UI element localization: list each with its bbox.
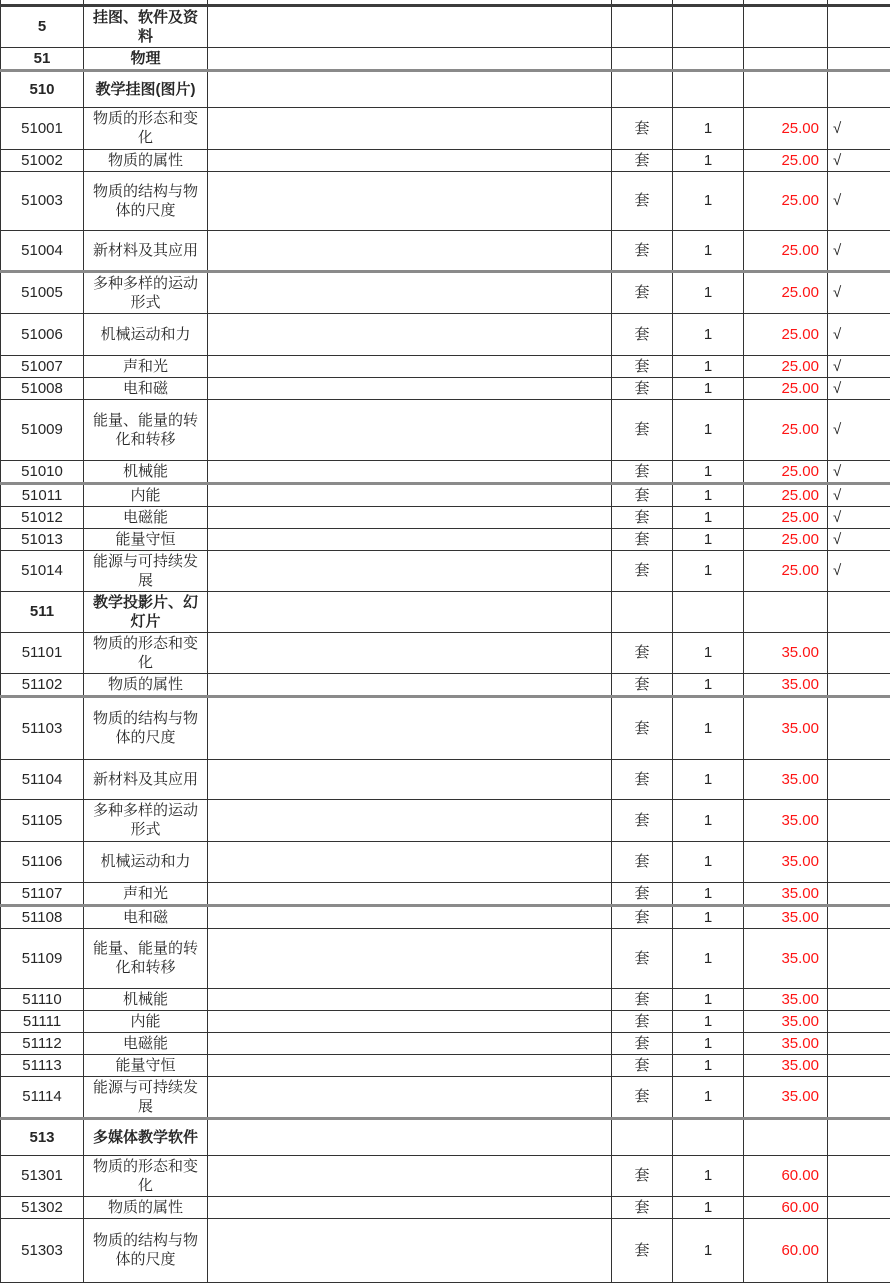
item-code-cell: 513 [1,1118,84,1155]
item-quantity-cell: 1 [673,905,744,928]
item-price-cell: 35.00 [744,928,828,988]
item-name-cell: 多媒体教学软件 [84,1118,208,1155]
item-quantity-cell: 1 [673,528,744,550]
item-name-cell: 新材料及其应用 [84,230,208,271]
item-name-cell: 能源与可持续发展 [84,550,208,591]
item-spec-cell [208,149,612,171]
item-spec-cell [208,1155,612,1196]
item-name-cell: 物质的属性 [84,149,208,171]
item-name-cell: 机械能 [84,460,208,483]
item-quantity-cell: 1 [673,1155,744,1196]
item-unit-cell: 套 [612,1218,673,1282]
item-name-cell: 机械运动和力 [84,313,208,355]
item-code-cell: 51 [1,47,84,70]
item-spec-cell [208,1118,612,1155]
item-price-cell: 60.00 [744,1155,828,1196]
item-spec-cell [208,882,612,905]
item-code-cell: 51012 [1,506,84,528]
item-checkmark-cell [828,632,890,673]
item-checkmark-cell [828,591,890,632]
item-price-cell: 35.00 [744,841,828,882]
item-quantity-cell: 1 [673,696,744,759]
item-code-cell: 51103 [1,696,84,759]
item-spec-cell [208,399,612,460]
item-quantity-cell: 1 [673,355,744,377]
item-row [1,506,890,528]
item-spec-cell [208,47,612,70]
item-code-cell: 51004 [1,230,84,271]
item-unit-cell: 套 [612,905,673,928]
item-checkmark-cell: √ [828,460,890,483]
item-spec-cell [208,1010,612,1032]
item-row [1,1032,890,1054]
item-unit-cell: 套 [612,841,673,882]
item-price-cell: 35.00 [744,882,828,905]
item-price-cell: 35.00 [744,1032,828,1054]
item-spec-cell [208,988,612,1010]
item-code-cell: 51007 [1,355,84,377]
item-code-cell: 51013 [1,528,84,550]
item-row [1,313,890,355]
item-code-cell: 51002 [1,149,84,171]
item-unit-cell: 套 [612,799,673,841]
item-spec-cell [208,506,612,528]
item-name-cell: 物质的属性 [84,673,208,696]
item-price-cell: 25.00 [744,149,828,171]
item-checkmark-cell [828,696,890,759]
item-name-cell: 挂图、软件及资料 [84,5,208,47]
item-spec-cell [208,313,612,355]
item-quantity-cell: 1 [673,271,744,313]
item-quantity-cell: 1 [673,759,744,799]
item-spec-cell [208,1054,612,1076]
item-code-cell: 51102 [1,673,84,696]
item-checkmark-cell [828,841,890,882]
item-unit-cell: 套 [612,1032,673,1054]
item-unit-cell: 套 [612,506,673,528]
item-quantity-cell: 1 [673,550,744,591]
item-quantity-cell: 1 [673,399,744,460]
item-spec-cell [208,673,612,696]
item-unit-cell: 套 [612,673,673,696]
item-checkmark-cell: √ [828,230,890,271]
item-checkmark-cell [828,673,890,696]
item-checkmark-cell: √ [828,171,890,230]
item-unit-cell: 套 [612,460,673,483]
item-unit-cell: 套 [612,377,673,399]
item-checkmark-cell [828,47,890,70]
item-checkmark-cell: √ [828,107,890,149]
item-row [1,230,890,271]
item-quantity-cell: 1 [673,483,744,506]
item-code-cell: 51113 [1,1054,84,1076]
item-name-cell: 物质的形态和变化 [84,632,208,673]
item-spec-cell [208,171,612,230]
item-price-cell: 25.00 [744,355,828,377]
item-row [1,1155,890,1196]
section-header-row [1,70,890,107]
item-name-cell: 新材料及其应用 [84,759,208,799]
item-row [1,673,890,696]
item-row [1,1010,890,1032]
item-code-cell: 51011 [1,483,84,506]
item-row [1,632,890,673]
item-row [1,905,890,928]
item-row [1,355,890,377]
item-name-cell: 声和光 [84,355,208,377]
item-quantity-cell: 1 [673,377,744,399]
item-checkmark-cell [828,759,890,799]
item-quantity-cell: 1 [673,1196,744,1218]
item-code-cell: 51009 [1,399,84,460]
item-row [1,882,890,905]
item-unit-cell: 套 [612,230,673,271]
item-checkmark-cell [828,882,890,905]
item-unit-cell: 套 [612,696,673,759]
item-unit-cell: 套 [612,1076,673,1118]
item-quantity-cell [673,591,744,632]
item-quantity-cell: 1 [673,632,744,673]
item-price-cell: 35.00 [744,759,828,799]
item-name-cell: 物质的结构与物体的尺度 [84,171,208,230]
item-unit-cell: 套 [612,171,673,230]
item-price-cell [744,47,828,70]
item-name-cell: 能量守恒 [84,1054,208,1076]
item-quantity-cell: 1 [673,313,744,355]
item-spec-cell [208,1218,612,1282]
item-name-cell: 物质的结构与物体的尺度 [84,1218,208,1282]
item-quantity-cell: 1 [673,171,744,230]
item-name-cell: 电磁能 [84,506,208,528]
item-code-cell: 51010 [1,460,84,483]
item-quantity-cell: 1 [673,107,744,149]
item-code-cell: 51108 [1,905,84,928]
item-checkmark-cell: √ [828,313,890,355]
item-checkmark-cell [828,1010,890,1032]
item-unit-cell: 套 [612,271,673,313]
item-spec-cell [208,1032,612,1054]
item-checkmark-cell: √ [828,528,890,550]
item-price-cell: 25.00 [744,506,828,528]
item-unit-cell: 套 [612,149,673,171]
item-row [1,1054,890,1076]
item-price-cell: 35.00 [744,799,828,841]
item-checkmark-cell [828,1118,890,1155]
item-checkmark-cell [828,988,890,1010]
item-spec-cell [208,799,612,841]
item-quantity-cell: 1 [673,230,744,271]
item-name-cell: 内能 [84,1010,208,1032]
item-price-cell: 35.00 [744,988,828,1010]
item-checkmark-cell [828,5,890,47]
item-name-cell: 能量、能量的转化和转移 [84,928,208,988]
item-code-cell: 51114 [1,1076,84,1118]
item-code-cell: 51003 [1,171,84,230]
item-quantity-cell: 1 [673,841,744,882]
item-quantity-cell: 1 [673,928,744,988]
item-code-cell: 51303 [1,1218,84,1282]
item-name-cell: 能量、能量的转化和转移 [84,399,208,460]
item-row [1,988,890,1010]
item-unit-cell: 套 [612,355,673,377]
item-code-cell: 51109 [1,928,84,988]
item-price-cell: 35.00 [744,696,828,759]
item-spec-cell [208,759,612,799]
item-price-cell: 60.00 [744,1218,828,1282]
item-unit-cell: 套 [612,1196,673,1218]
item-name-cell: 物质的属性 [84,1196,208,1218]
item-quantity-cell: 1 [673,799,744,841]
item-row [1,171,890,230]
item-quantity-cell [673,5,744,47]
item-row [1,149,890,171]
item-code-cell: 51005 [1,271,84,313]
item-price-cell: 35.00 [744,1076,828,1118]
item-price-cell: 25.00 [744,271,828,313]
item-spec-cell [208,5,612,47]
item-quantity-cell: 1 [673,1076,744,1118]
item-spec-cell [208,696,612,759]
item-price-cell [744,591,828,632]
item-quantity-cell: 1 [673,1218,744,1282]
item-code-cell: 51105 [1,799,84,841]
item-row [1,377,890,399]
item-name-cell: 教学挂图(图片) [84,70,208,107]
item-quantity-cell: 1 [673,1010,744,1032]
section-header-row [1,1118,890,1155]
item-row [1,1218,890,1282]
item-row [1,271,890,313]
item-price-cell: 25.00 [744,528,828,550]
section-header-row [1,5,890,47]
item-checkmark-cell [828,1054,890,1076]
item-unit-cell: 套 [612,1010,673,1032]
item-unit-cell: 套 [612,313,673,355]
item-price-cell: 35.00 [744,632,828,673]
item-spec-cell [208,528,612,550]
item-name-cell: 物质的形态和变化 [84,107,208,149]
item-price-cell: 35.00 [744,1010,828,1032]
item-price-cell: 35.00 [744,905,828,928]
item-checkmark-cell: √ [828,506,890,528]
item-unit-cell: 套 [612,399,673,460]
item-quantity-cell [673,47,744,70]
item-name-cell: 能量守恒 [84,528,208,550]
catalog-table-body [1,0,890,1282]
item-unit-cell [612,70,673,107]
item-spec-cell [208,905,612,928]
item-unit-cell: 套 [612,882,673,905]
item-price-cell: 25.00 [744,483,828,506]
item-quantity-cell: 1 [673,882,744,905]
item-price-cell [744,1118,828,1155]
item-unit-cell: 套 [612,528,673,550]
item-spec-cell [208,355,612,377]
item-name-cell: 教学投影片、幻灯片 [84,591,208,632]
item-price-cell: 35.00 [744,673,828,696]
item-price-cell: 25.00 [744,171,828,230]
item-spec-cell [208,1196,612,1218]
item-spec-cell [208,230,612,271]
item-checkmark-cell [828,1032,890,1054]
item-checkmark-cell [828,1218,890,1282]
item-name-cell: 物理 [84,47,208,70]
item-unit-cell: 套 [612,928,673,988]
item-code-cell: 51014 [1,550,84,591]
item-checkmark-cell [828,928,890,988]
item-quantity-cell: 1 [673,673,744,696]
item-spec-cell [208,271,612,313]
item-quantity-cell: 1 [673,1032,744,1054]
item-row [1,460,890,483]
item-code-cell: 51006 [1,313,84,355]
item-unit-cell: 套 [612,550,673,591]
item-unit-cell: 套 [612,988,673,1010]
item-checkmark-cell [828,1155,890,1196]
item-price-cell: 60.00 [744,1196,828,1218]
item-checkmark-cell: √ [828,483,890,506]
item-price-cell [744,70,828,107]
item-checkmark-cell: √ [828,550,890,591]
item-spec-cell [208,377,612,399]
item-unit-cell [612,5,673,47]
item-spec-cell [208,1076,612,1118]
item-unit-cell: 套 [612,483,673,506]
item-quantity-cell [673,1118,744,1155]
item-code-cell: 511 [1,591,84,632]
item-name-cell: 机械能 [84,988,208,1010]
item-quantity-cell: 1 [673,506,744,528]
item-row [1,528,890,550]
item-unit-cell: 套 [612,632,673,673]
item-spec-cell [208,550,612,591]
item-unit-cell [612,591,673,632]
item-price-cell: 25.00 [744,460,828,483]
item-quantity-cell: 1 [673,988,744,1010]
item-name-cell: 内能 [84,483,208,506]
item-price-cell: 35.00 [744,1054,828,1076]
item-spec-cell [208,632,612,673]
item-checkmark-cell [828,1076,890,1118]
item-row [1,483,890,506]
section-header-row [1,47,890,70]
item-name-cell: 电磁能 [84,1032,208,1054]
item-checkmark-cell [828,70,890,107]
item-code-cell: 51001 [1,107,84,149]
item-unit-cell [612,47,673,70]
item-code-cell: 51302 [1,1196,84,1218]
item-spec-cell [208,928,612,988]
item-code-cell: 51107 [1,882,84,905]
item-name-cell: 多种多样的运动形式 [84,799,208,841]
item-quantity-cell [673,70,744,107]
item-code-cell: 51110 [1,988,84,1010]
item-row [1,696,890,759]
item-checkmark-cell [828,1196,890,1218]
item-price-cell: 25.00 [744,313,828,355]
item-unit-cell: 套 [612,107,673,149]
item-code-cell: 51104 [1,759,84,799]
item-price-cell: 25.00 [744,230,828,271]
item-spec-cell [208,70,612,107]
item-name-cell: 电和磁 [84,377,208,399]
item-name-cell: 多种多样的运动形式 [84,271,208,313]
item-name-cell: 机械运动和力 [84,841,208,882]
item-spec-cell [208,460,612,483]
item-name-cell: 能源与可持续发展 [84,1076,208,1118]
section-header-row [1,591,890,632]
item-unit-cell: 套 [612,1155,673,1196]
item-price-cell: 25.00 [744,107,828,149]
item-name-cell: 物质的结构与物体的尺度 [84,696,208,759]
item-row [1,550,890,591]
item-unit-cell: 套 [612,759,673,799]
item-price-cell [744,5,828,47]
item-row [1,759,890,799]
item-row [1,928,890,988]
item-spec-cell [208,107,612,149]
item-unit-cell: 套 [612,1054,673,1076]
item-price-cell: 25.00 [744,377,828,399]
item-checkmark-cell: √ [828,149,890,171]
item-quantity-cell: 1 [673,1054,744,1076]
item-row [1,1196,890,1218]
item-name-cell: 物质的形态和变化 [84,1155,208,1196]
item-code-cell: 51008 [1,377,84,399]
item-spec-cell [208,591,612,632]
item-checkmark-cell: √ [828,377,890,399]
item-code-cell: 51112 [1,1032,84,1054]
item-row [1,799,890,841]
item-price-cell: 25.00 [744,550,828,591]
item-price-cell: 25.00 [744,399,828,460]
item-checkmark-cell: √ [828,271,890,313]
item-row [1,399,890,460]
item-quantity-cell: 1 [673,149,744,171]
item-checkmark-cell [828,799,890,841]
item-name-cell: 电和磁 [84,905,208,928]
item-spec-cell [208,483,612,506]
item-checkmark-cell: √ [828,399,890,460]
item-code-cell: 51106 [1,841,84,882]
item-quantity-cell: 1 [673,460,744,483]
item-checkmark-cell [828,905,890,928]
item-name-cell: 声和光 [84,882,208,905]
item-unit-cell [612,1118,673,1155]
item-checkmark-cell: √ [828,355,890,377]
item-code-cell: 51301 [1,1155,84,1196]
item-row [1,841,890,882]
item-row [1,1076,890,1118]
item-spec-cell [208,841,612,882]
item-code-cell: 51101 [1,632,84,673]
item-code-cell: 5 [1,5,84,47]
item-code-cell: 510 [1,70,84,107]
item-code-cell: 51111 [1,1010,84,1032]
item-row [1,107,890,149]
